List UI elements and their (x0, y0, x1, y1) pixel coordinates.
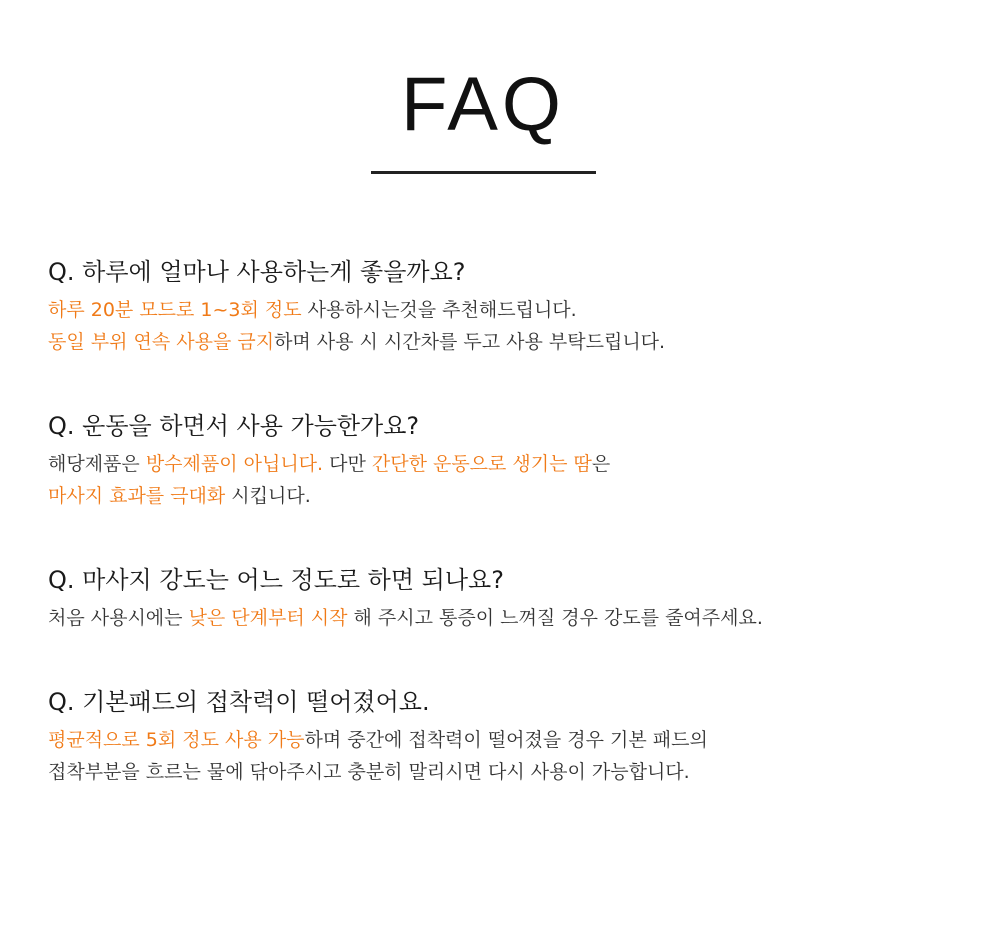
answer-highlight: 하루 20분 모드로 1~3회 정도 (48, 299, 302, 321)
faq-question: Q. 하루에 얼마나 사용하는게 좋을까요? (48, 258, 466, 286)
answer-text: 하며 중간에 접착력이 떨어졌을 경우 기본 패드의 (304, 729, 708, 751)
answer-highlight: 동일 부위 연속 사용을 금지 (48, 331, 275, 353)
faq-question: Q. 마사지 강도는 어느 정도로 하면 되나요? (48, 566, 504, 594)
faq-item (48, 682, 978, 788)
answer-text: 해 주시고 통증이 느껴질 경우 강도를 줄여주세요. (347, 607, 763, 629)
answer-text: 하며 사용 시 시간차를 두고 사용 부탁드립니다. (274, 331, 666, 353)
faq-answer-line (48, 602, 978, 634)
faq-answer-line (48, 480, 978, 512)
answer-text: 해당제품은 (48, 453, 146, 475)
faq-list (48, 252, 978, 836)
faq-question: Q. 기본패드의 접착력이 떨어졌어요. (48, 688, 430, 716)
faq-answer-line (48, 326, 978, 358)
answer-text: 시킵니다. (225, 485, 311, 507)
faq-item (48, 560, 978, 634)
answer-text: 처음 사용시에는 (48, 607, 189, 629)
title-underline (371, 171, 596, 174)
faq-item (48, 252, 978, 358)
answer-highlight: 평균적으로 5회 정도 사용 가능 (48, 729, 305, 751)
faq-answer-line (48, 294, 978, 326)
faq-answer-line (48, 724, 978, 756)
answer-highlight: 간단한 운동으로 생기는 땀 (371, 453, 592, 475)
answer-text: 접착부분을 흐르는 물에 닦아주시고 충분히 말리시면 다시 사용이 가능합니다. (48, 761, 690, 783)
faq-question: Q. 운동을 하면서 사용 가능한가요? (48, 412, 420, 440)
answer-highlight: 낮은 단계부터 시작 (188, 607, 348, 629)
faq-item (48, 406, 978, 512)
page-title: FAQ (400, 62, 566, 147)
answer-highlight: 방수제품이 아닙니다. (145, 453, 324, 475)
answer-text: 다만 (323, 453, 372, 475)
faq-answer-line (48, 756, 978, 788)
answer-text: 은 (591, 453, 611, 475)
answer-text: 사용하시는것을 추천해드립니다. (301, 299, 577, 321)
answer-highlight: 마사지 효과를 극대화 (48, 485, 226, 507)
faq-answer-line (48, 448, 978, 480)
